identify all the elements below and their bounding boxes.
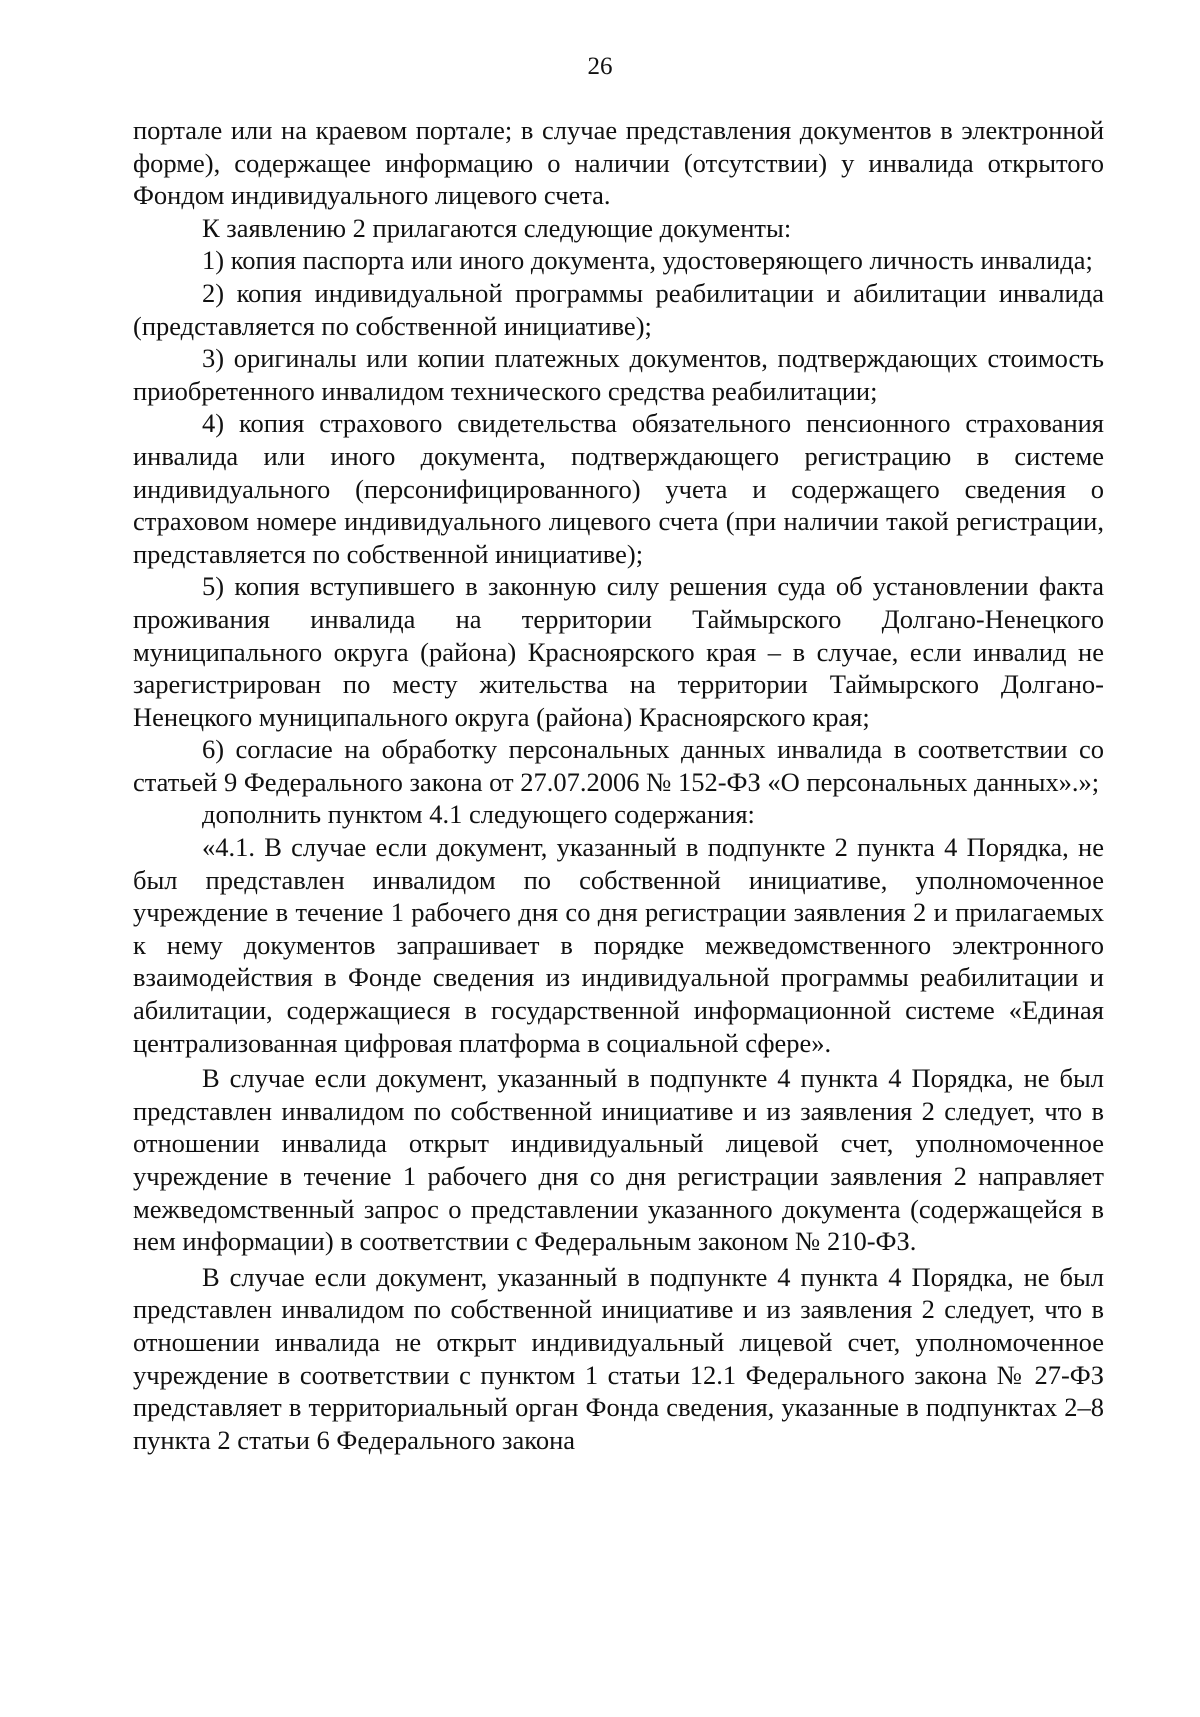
paragraph-case-open-account: В случае если документ, указанный в подпункте 4 пункта 4 Порядка, не был представлен инвалидом по собственной инициативе и из заявления 2 следует, что в отношении инвалида открыт индивидуальный лицевой счет, уполномоченное учреждение в течение 1 рабочего дня со дня регистрации заявления 2 направляет межведомственный запрос о представлении указанного документа (содержащейся в нем информации) в соответствии с Федеральным законом № 210-ФЗ. [133,1063,1104,1257]
page-number: 26 [587,53,613,80]
paragraph-4-1: «4.1. В случае если документ, указанный в подпункте 2 пункта 4 Порядка, не был представлен инвалидом по собственной инициативе, уполномоченное учреждение в течение 1 рабочего дня со дня регистрации заявления 2 и прилагаемых к нему документов запрашивает в порядке межведомственного электронного взаимодействия в Фонде сведения из индивидуальной программы реабилитации и абилитации, содержащиеся в государственной информационной системе «Единая централизованная цифровая платформа в социальной сфере». [133,832,1104,1058]
list-item-3: 3) оригиналы или копии платежных документов, подтверждающих стоимость приобретенного инвалидом технического средства реабилитации; [133,343,1104,406]
list-item-6: 6) согласие на обработку персональных данных инвалида в соответствии со статьей 9 Федерального закона от 27.07.2006 № 152-ФЗ «О персональных данных».»; [133,734,1104,797]
list-item-5: 5) копия вступившего в законную силу решения суда об установлении факта проживания инвалида на территории Таймырского Долгано-Ненецкого муниципального округа (района) Красноярского края – в случае, если инвалид не зарегистрирован по месту жительства на территории Таймырского Долгано-Ненецкого муниципального округа (района) Красноярского края; [133,571,1104,732]
document-body [133,114,1104,1456]
paragraph-amendment: дополнить пунктом 4.1 следующего содержания: [202,799,755,830]
paragraph-documents-intro: К заявлению 2 прилагаются следующие документы: [202,212,792,243]
list-item-2: 2) копия индивидуальной программы реабилитации и абилитации инвалида (представляется по собственной инициативе); [133,277,1104,341]
paragraph-case-no-account: В случае если документ, указанный в подпункте 4 пункта 4 Порядка, не был представлен инвалидом по собственной инициативе и из заявления 2 следует, что в отношении инвалида не открыт индивидуальный лицевой счет, уполномоченное учреждение в соответствии с пунктом 1 статьи 12.1 Федерального закона № 27-ФЗ представляет в территориальный орган Фонда сведения, указанные в подпунктах 2–8 пункта 2 статьи 6 Федерального закона [133,1261,1104,1455]
list-item-1: 1) копия паспорта или иного документа, удостоверяющего личность инвалида; [202,245,1093,276]
paragraph-continuation: порталe или на краевом портале; в случае представления документов в электронной форме), содержащее информацию о наличии (отсутствии) у инвалида открытого Фондом индивидуального лицевого счета. [133,115,1104,211]
list-item-4: 4) копия страхового свидетельства обязательного пенсионного страхования инвалида или иного документа, подтверждающего регистрацию в системе индивидуального (персонифицированного) учета и содержащего сведения о страховом номере индивидуального лицевого счета (при наличии такой регистрации, представляется по собственной инициативе); [133,408,1104,569]
